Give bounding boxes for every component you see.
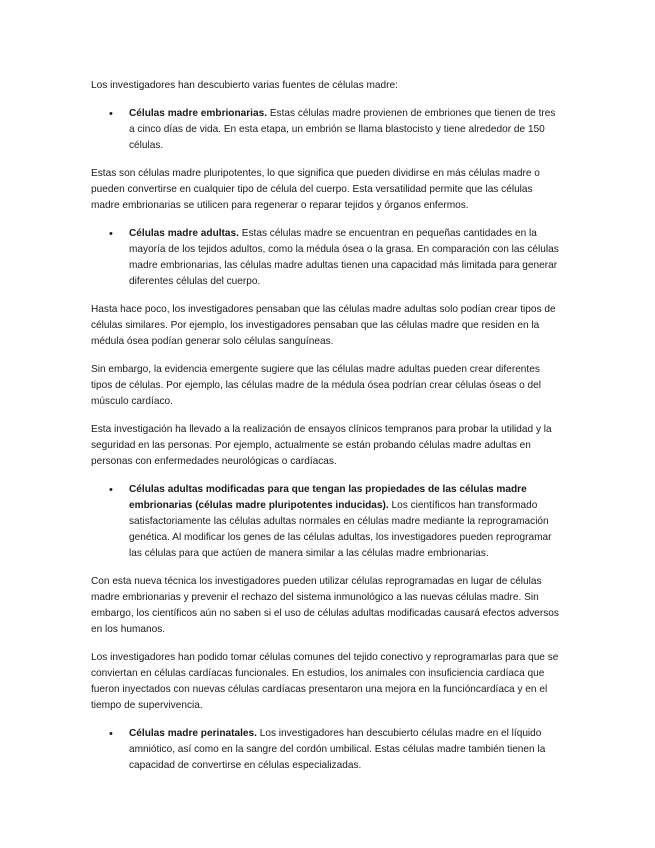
list-item-adult [91, 226, 560, 290]
embryonic-title: Células madre embrionarias. [129, 108, 268, 119]
perinatal-title: Células madre perinatales. [129, 728, 257, 739]
list-item-perinatal [91, 726, 560, 774]
embryonic-list [91, 106, 560, 154]
however-paragraph: Sin embargo, la evidencia emergente sugiere que las células madre adultas pueden crear diferentes tipos de células. Por ejemplo, las células madre de la médula ósea podrían crear células óseas o del músculo cardíaco. [91, 364, 541, 407]
until-recently-paragraph: Hasta hace poco, los investigadores pensaban que las células madre adultas solo podían crear tipos de células similares. Por ejemplo, los investigadores pensaban que las células madre que residen en la médula ósea podían generar solo células sanguíneas. [91, 304, 556, 347]
adult-list [91, 226, 560, 290]
cardiac-paragraph: Los investigadores han podido tomar células comunes del tejido conectivo y reprogramarlas para que se conviertan en células cardíacas funcionales. En estudios, los animales con insuficiencia cardíaca que fueron inyectados con nuevas células cardíacas presentaron una mejora en la funcióncardíaca y en el tiempo de supervivencia. [91, 652, 559, 711]
intro-paragraph: Los investigadores han descubierto varias fuentes de células madre: [91, 80, 398, 91]
research-paragraph: Esta investigación ha llevado a la realización de ensayos clínicos tempranos para probar la utilidad y la seguridad en las personas. Por ejemplo, actualmente se están probando células madre adultas en personas con enfermedades neurológicas o cardíacas. [91, 424, 552, 467]
adult-text: Estas células madre se encuentran en pequeñas cantidades en la mayoría de los tejidos adultos, como la médula ósea o la grasa. En comparación con las células madre embrionarias, las células madre adultas tienen una capacidad más limitada para generar diferentes células del cuerpo. [129, 228, 559, 287]
modified-text: Los científicos han transformado satisfactoriamente las células adultas normales en células madre mediante la reprogramación genética. Al modificar los genes de las células adultas, los investigadores pueden reprogramar las células para que actúen de manera similar a las células madre embrionarias. [129, 500, 552, 559]
new-technique-paragraph: Con esta nueva técnica los investigadores pueden utilizar células reprogramadas en lugar de células madre embrionarias y prevenir el rechazo del sistema inmunológico a las nuevas células madre. Sin embargo, los científicos aún no saben si el uso de células adultas modificadas causará efectos adversos en los humanos. [91, 576, 559, 635]
list-item-modified [91, 482, 560, 562]
modified-title: Células adultas modificadas para que tengan las propiedades de las células madre embrionarias (células madre pluripotentes inducidas). [129, 484, 527, 511]
modified-list [91, 482, 560, 562]
perinatal-text: Los investigadores han descubierto células madre en el líquido amniótico, así como en la sangre del cordón umbilical. Estas células madre también tienen la capacidad de convertirse en células especializadas. [129, 728, 546, 771]
perinatal-list [91, 726, 560, 774]
list-item-embryonic [91, 106, 560, 154]
adult-title: Células madre adultas. [129, 228, 239, 239]
pluripotent-paragraph: Estas son células madre pluripotentes, lo que significa que pueden dividirse en más células madre o pueden convertirse en cualquier tipo de célula del cuerpo. Esta versatilidad permite que las células madre embrionarias se utilicen para regenerar o reparar tejidos y órganos enfermos. [91, 168, 540, 211]
embryonic-text: Estas células madre provienen de embriones que tienen de tres a cinco días de vida. En esta etapa, un embrión se llama blastocisto y tiene alrededor de 150 células. [129, 108, 556, 151]
